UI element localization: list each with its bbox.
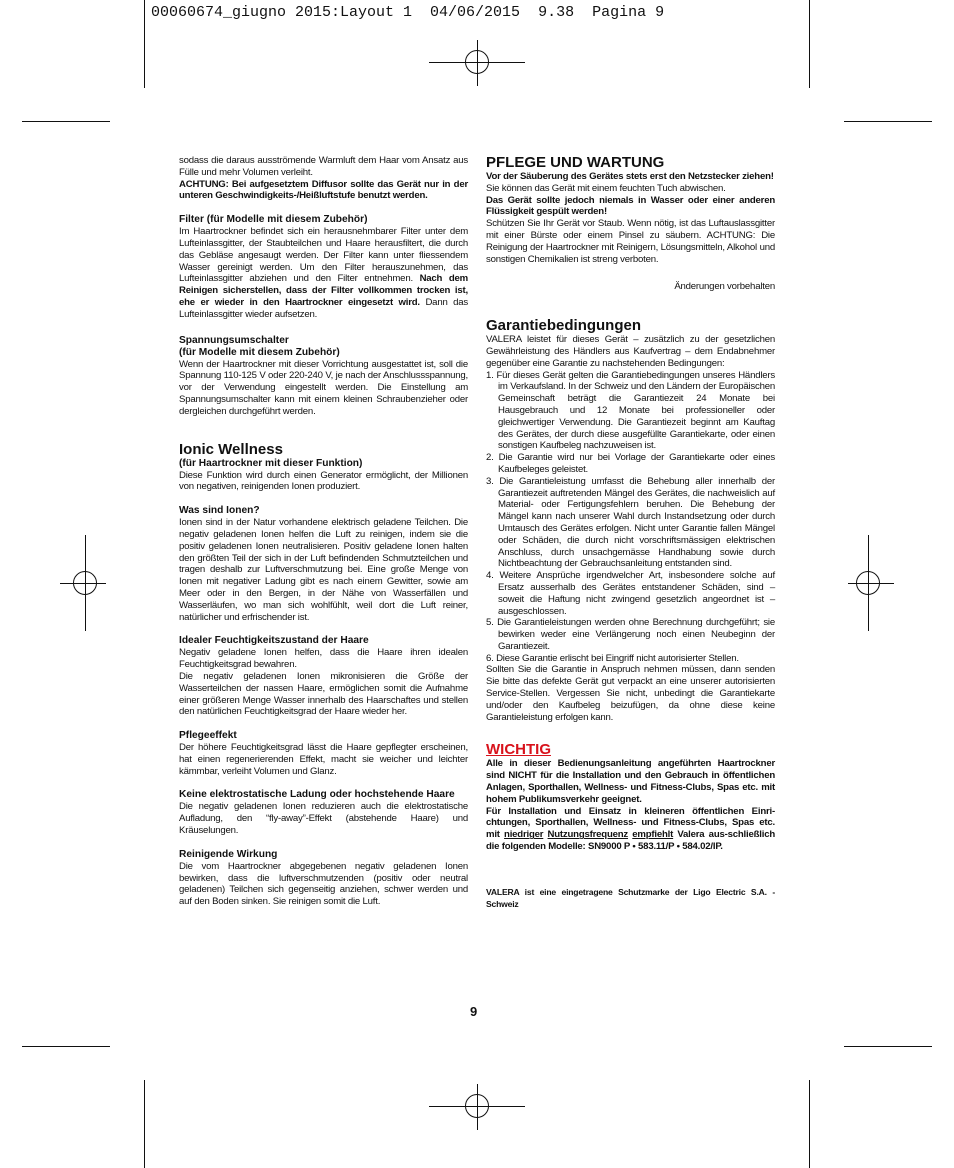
list-item: 1. Für dieses Gerät gelten die Garantiebedingungen unseres Händlers im Verkaufsland. In der Schweiz und den Ländern der Europäischen Gemeinschaft beträgt die Garantiezeit 24 Monate bei Hausgebrauch und 12 Monate bei professioneller oder gleichwertiger Verwendung. Die Garantiezeit beginnt am Kauftag des Gerätes, der durch diese ausgefüllte Garantiekarte, oder einen sonstigen Kaufbeleg nachzuweisen ist. [486,369,775,452]
voltage-subheading: (für Modelle mit diesem Zubehör) [179,346,340,358]
maintenance-heading: PFLEGE UND WARTUNG [486,154,665,171]
ionic-subheading: (für Haartrockner mit dieser Funktion) [179,457,363,469]
print-slug-header: 00060674_giugno 2015:Layout 1 04/06/2015 9.38 Pagina 9 [151,4,665,21]
maintenance-warning-2: Das Gerät sollte jedoch niemals in Wasser oder einer anderen Flüssigkeit gespült werden! [486,194,775,218]
guarantee-intro: VALERA leistet für dieses Gerät – zusätzlich zu der gesetzlichen Gewährleistung des Händlers aus Kaufvertrag – dem Endabnehmer gegenüber eine Garantie zu nachstehenden Bedingungen: [486,334,775,369]
left-column [179,155,468,908]
voltage-text: Wenn der Haartrockner mit dieser Vorrichtung ausgestattet ist, soll die Spannung 110-125 V oder 220-240 V, je nach der Anschlussspannung, vor der Verwendung eingestellt werden. Die Einstellung am Spannungsumschalter kann mit einem kleinen Schraubenzieher oder dergleichen durchgeführt werden. [179,358,468,417]
cleaning-effect-heading: Reinigende Wirkung [179,848,278,860]
static-text: Die negativ geladenen Ionen reduzieren auch die elektrostatische Aufladung, den “fly-away”-Effekt (abstehende Haare) und Kräuselungen. [179,801,468,837]
care-text: Der höhere Feuchtigkeitsgrad lässt die Haare gepflegter erscheinen, hat einen regenerierenden Effekt, macht sie weicher und leichter kämmbar, verleiht Volumen und Glanz. [179,742,468,777]
ionic-text: Diese Funktion wird durch einen Generator ermöglicht, der Millionen von negativen, reinigenden Ionen produziert. [179,469,468,493]
maintenance-text-1: Sie können das Gerät mit einem feuchten Tuch abwischen. [486,182,726,194]
list-item: 4. Weitere Ansprüche irgendwelcher Art, insbesondere solche auf Ersatz ausserhalb des Gerätes entstandener Schäden, sind – soweit die Haftung nicht zwingend gesetzlich angeordnet ist – ausgeschlossen. [486,570,775,617]
list-item: 6. Diese Garantie erlischt bei Eingriff nicht autorisierter Stellen. [486,652,739,664]
humidity-text-2: Die negativ geladenen Ionen mikronisieren die Größe der Wasserteilchen der nassen Haare, ermöglichen somit die Aufnahme einer größeren Menge Wasser innerhalb des Haarschaftes und stellen den natürlichen Feuchtigkeitsgrad der Haare wieder her. [179,670,468,718]
maintenance-warning-1: Vor der Säuberung des Gerätes stets erst den Netzstecker ziehen! [486,171,774,182]
list-item: 5. Die Garantieleistungen werden ohne Berechnung durchgeführt; sie bewirken weder eine Verlängerung noch einen Neubeginn der Garantiezeit. [486,617,775,652]
list-item: 3. Die Garantieleistung umfasst die Behebung aller innerhalb der Garantiezeit auftretenden Mängel des Gerätes, die nachweislich auf Material- oder Fertigungsfehlern beruhen. Die Behebung der Mängel kann nach unserer Wahl durch Instandsetzung oder durch Umtausch des Gerätes erfolgen. Nicht unter Garantie fallen Mängel oder Schäden, die durch nicht vorschriftsmässigen elektrischen Anschluss, durch unsachgemässe Handhabung sowie durch Nichtbeachtung der Gebrauchsanleitung entstanden sind. [486,475,775,570]
ions-text: Ionen sind in der Natur vorhandene elektrisch geladene Teilchen. Die negativ geladenen Ionen helfen die Luft zu reinigen, indem sie die positiv geladenen Ionen neutralisieren. Positiv geladene Ionen halten den größten Teil der sich in der Luft befindenden Schmutzteilchen und tragen deshalb zur Luftverschmutzung bei. Eine große Menge von Ionen mit negativer Ladung gibt es nach einem Gewitter, sowie am Meer oder in den Bergen, in der Nähe von Wasserfällen und Wasserläufen, wo man sich wohlfühlt, weil dort die Luft reiner, natürlicher und erfrischender ist. [179,517,468,623]
right-column [486,154,775,910]
guarantee-outro: Sollten Sie die Garantie in Anspruch nehmen müssen, dann senden Sie bitte das defekte Gerät gut verpackt an eine unserer autorisierten Service-Stellen. Vergessen Sie nicht, unbedingt die Garantiekarte und/oder den Kaufbeleg beizufügen, da ohne diese keine Garantieleistung erfolgen kann. [486,664,775,723]
ions-heading: Was sind Ionen? [179,505,260,517]
humidity-heading: Idealer Feuchtigkeitszustand der Haare [179,635,369,647]
important-heading: WICHTIG [486,741,551,759]
cleaning-effect-text: Die vom Haartrockner abgegebenen negativ geladenen Ionen bewirken, dass die luftverschmutzenden (positiv oder neutral geladenen) Teilchen sich gegenseitig anziehen, schwer werden und auf den Boden sinken. Sie reinigen somit die Luft. [179,860,468,908]
voltage-heading: Spannungsumschalter [179,334,289,346]
diffusor-warning: ACHTUNG: Bei aufgesetztem Diffusor sollte das Gerät nur in der unteren Geschwindigkeits-/Heißluftstufe benutzt werden. [179,178,468,202]
guarantee-list [486,370,775,665]
humidity-text-1: Negativ geladene Ionen helfen, dass die Haare ihren idealen Feuchtigkeitsgrad bewahren. [179,647,468,671]
maintenance-text-2: Schützen Sie Ihr Gerät vor Staub. Wenn nötig, ist das Luftauslassgitter mit einer Bürste oder einem Pinsel zu säubern. ACHTUNG: Die Reinigung der Haartrockner mit Reinigern, Lösungsmitteln, Alkohol und sonstigen Chemikalien ist streng verboten. [486,218,775,265]
trademark-note: VALERA ist eine eingetragene Schutzmarke der Ligo Electric S.A. - Schweiz [486,886,775,909]
ionic-heading: Ionic Wellness [179,440,283,458]
guarantee-heading: Garantiebedingungen [486,317,642,335]
filter-text: Im Haartrockner befindet sich ein herausnehmbarer Filter unter dem Lufteinlassgitter, der Staubteilchen und Haare herausfiltert, die durch das Gebläse angesaugt werden. Der Filter kann unter fliessendem Wasser gereinigt werden. Um den Filter herauszunehmen, das Lufteinlassgitter abziehen und den Filter entnehmen. Nach dem Reinigen sicherstellen, dass der Filter vollkommen trocken ist, ehe er wieder in den Haartrockner eingesetzt wird. Dann das Lufteinlassgitter wieder aufsetzen. [179,226,469,320]
important-text-1: Alle in dieser Bedienungsanleitung angeführten Haartrockner sind NICHT für die Installation und den Gebrauch in öffentlichen Anlagen, Sporthallen, Wellness- und Fitness-Clubs, Spas etc. mit hohem Publikumsverkehr geeignet. [486,758,775,805]
static-heading: Keine elektrostatische Ladung oder hochstehende Haare [179,789,455,801]
changes-note: Änderungen vorbehalten [674,281,775,293]
filter-heading: Filter (für Modelle mit diesem Zubehör) [179,214,368,226]
care-heading: Pflegeeffekt [179,730,237,742]
page-number: 9 [470,1004,478,1019]
list-item: 2. Die Garantie wird nur bei Vorlage der Garantiekarte oder eines Kaufbeleges geleistet. [486,452,775,475]
important-text-2: Für Installation und Einsatz in kleineren öffentlichen Einri-chtungen, Sporthallen, Wellness- und Fitness-Clubs, Spas etc. mit niedriger Nutzungsfrequenz empfiehlt Valera aus-schließlich die folgenden Modelle: SN9000 P • 583.11/P • 584.02/IP. [486,805,775,853]
intro-text: sodass die daraus ausströmende Warmluft dem Haar vom Ansatz aus Fülle und mehr Volumen verleiht. [179,155,468,178]
